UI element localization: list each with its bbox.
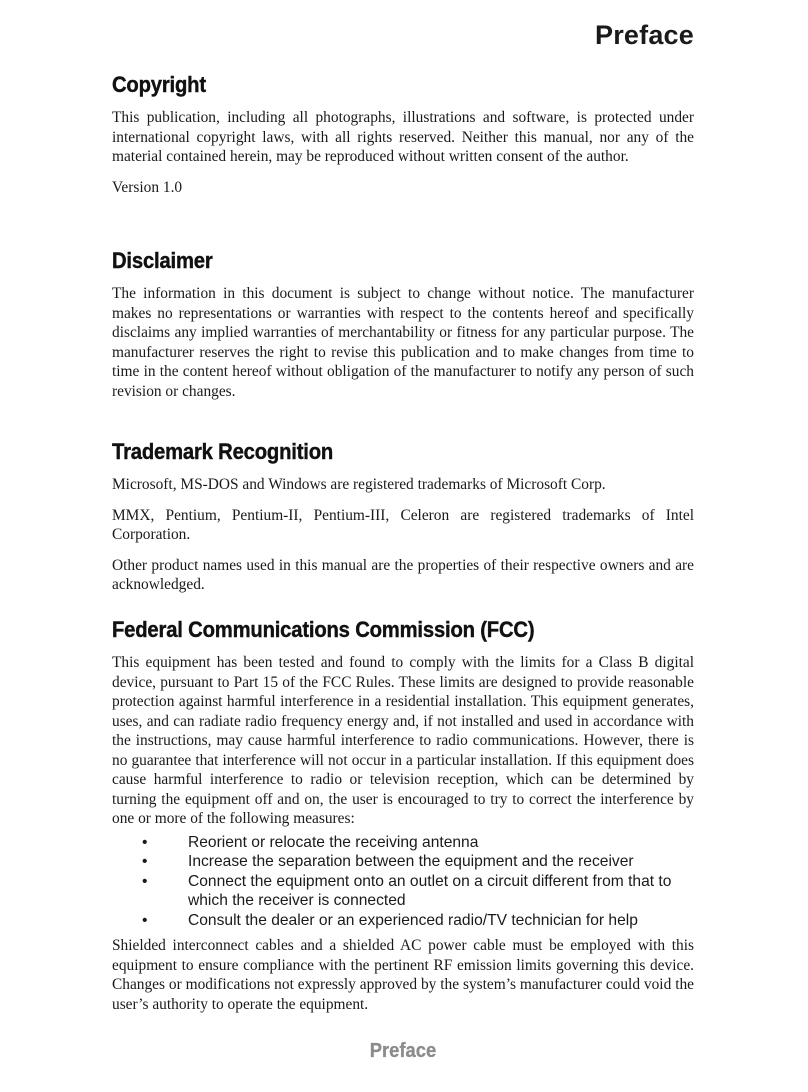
- list-item-text: Reorient or relocate the receiving antenna: [188, 833, 479, 851]
- list-item-text: Increase the separation between the equipment and the receiver: [188, 853, 634, 870]
- list-item-text: Connect the equipment onto an outlet on a circuit different from that to which the receiver is connected: [188, 872, 672, 909]
- fcc-section: [112, 617, 694, 1025]
- bullet-icon: •: [142, 853, 148, 870]
- trademark-paragraph-microsoft: Microsoft, MS-DOS and Windows are registered trademarks of Microsoft Corp.: [112, 476, 606, 493]
- bullet-icon: •: [142, 872, 148, 890]
- document-page: [112, 0, 694, 1092]
- trademark-section: [112, 439, 694, 606]
- trademark-heading: Trademark Recognition: [112, 439, 334, 464]
- fcc-intro-paragraph: This equipment has been tested and found to comply with the limits for a Class B digital device, pursuant to Part 15 of the FCC Rules. These limits are designed to provide reasonable protection against harmful interference in a residential installation. This equipment generates, uses, and can radiate radio frequency energy and, if not installed and used in accordance with the instructions, may cause harmful interference to radio communications. However, there is no guarantee that interference will not occur in a particular installation. If this equipment does cause harmful interference to radio or television reception, which can be determined by turning the equipment off and on, the user is encouraged to try to correct the interference by one or more of the following measures:: [112, 654, 694, 827]
- list-item: [112, 852, 694, 872]
- list-item: [112, 833, 694, 853]
- fcc-heading: Federal Communications Commission (FCC): [112, 617, 535, 642]
- list-item: [112, 911, 694, 931]
- disclaimer-heading: Disclaimer: [112, 248, 213, 273]
- running-header: Preface: [595, 20, 694, 50]
- copyright-section: [112, 72, 694, 208]
- copyright-heading: Copyright: [112, 72, 206, 97]
- bullet-icon: •: [142, 911, 148, 929]
- disclaimer-paragraph: The information in this document is subject to change without notice. The manufacturer makes no representations or warranties with respect to the contents hereof and specifically disclaims any implied warranties of merchantability or fitness for any particular purpose. The manufacturer reserves the right to revise this publication and to make changes from time to time in the content hereof without obligation of the manufacturer to notify any person of such revision or changes.: [112, 285, 694, 400]
- trademark-paragraph-intel: MMX, Pentium, Pentium-II, Pentium-III, Celeron are registered trademarks of Intel Corporation.: [112, 506, 694, 543]
- list-item: [112, 872, 694, 911]
- list-item-text: Consult the dealer or an experienced radio/TV technician for help: [188, 911, 638, 929]
- trademark-paragraph-others: Other product names used in this manual are the properties of their respective owners and are acknowledged.: [112, 556, 694, 593]
- bullet-icon: •: [142, 833, 148, 851]
- version-text: Version 1.0: [112, 178, 183, 196]
- running-footer: Preface: [369, 1040, 437, 1062]
- fcc-measures-list: [112, 833, 694, 931]
- disclaimer-section: [112, 248, 694, 412]
- fcc-closing-paragraph: Shielded interconnect cables and a shielded AC power cable must be employed with this equipment to ensure compliance with the pertinent RF emission limits governing this device. Changes or modifications not expressly approved by the system’s manufacturer could void the user’s authority to operate the equipment.: [112, 937, 694, 1013]
- copyright-paragraph: This publication, including all photographs, illustrations and software, is protected under international copyright laws, with all rights reserved. Neither this manual, nor any of the material contained herein, may be reproduced without written consent of the author.: [112, 109, 694, 165]
